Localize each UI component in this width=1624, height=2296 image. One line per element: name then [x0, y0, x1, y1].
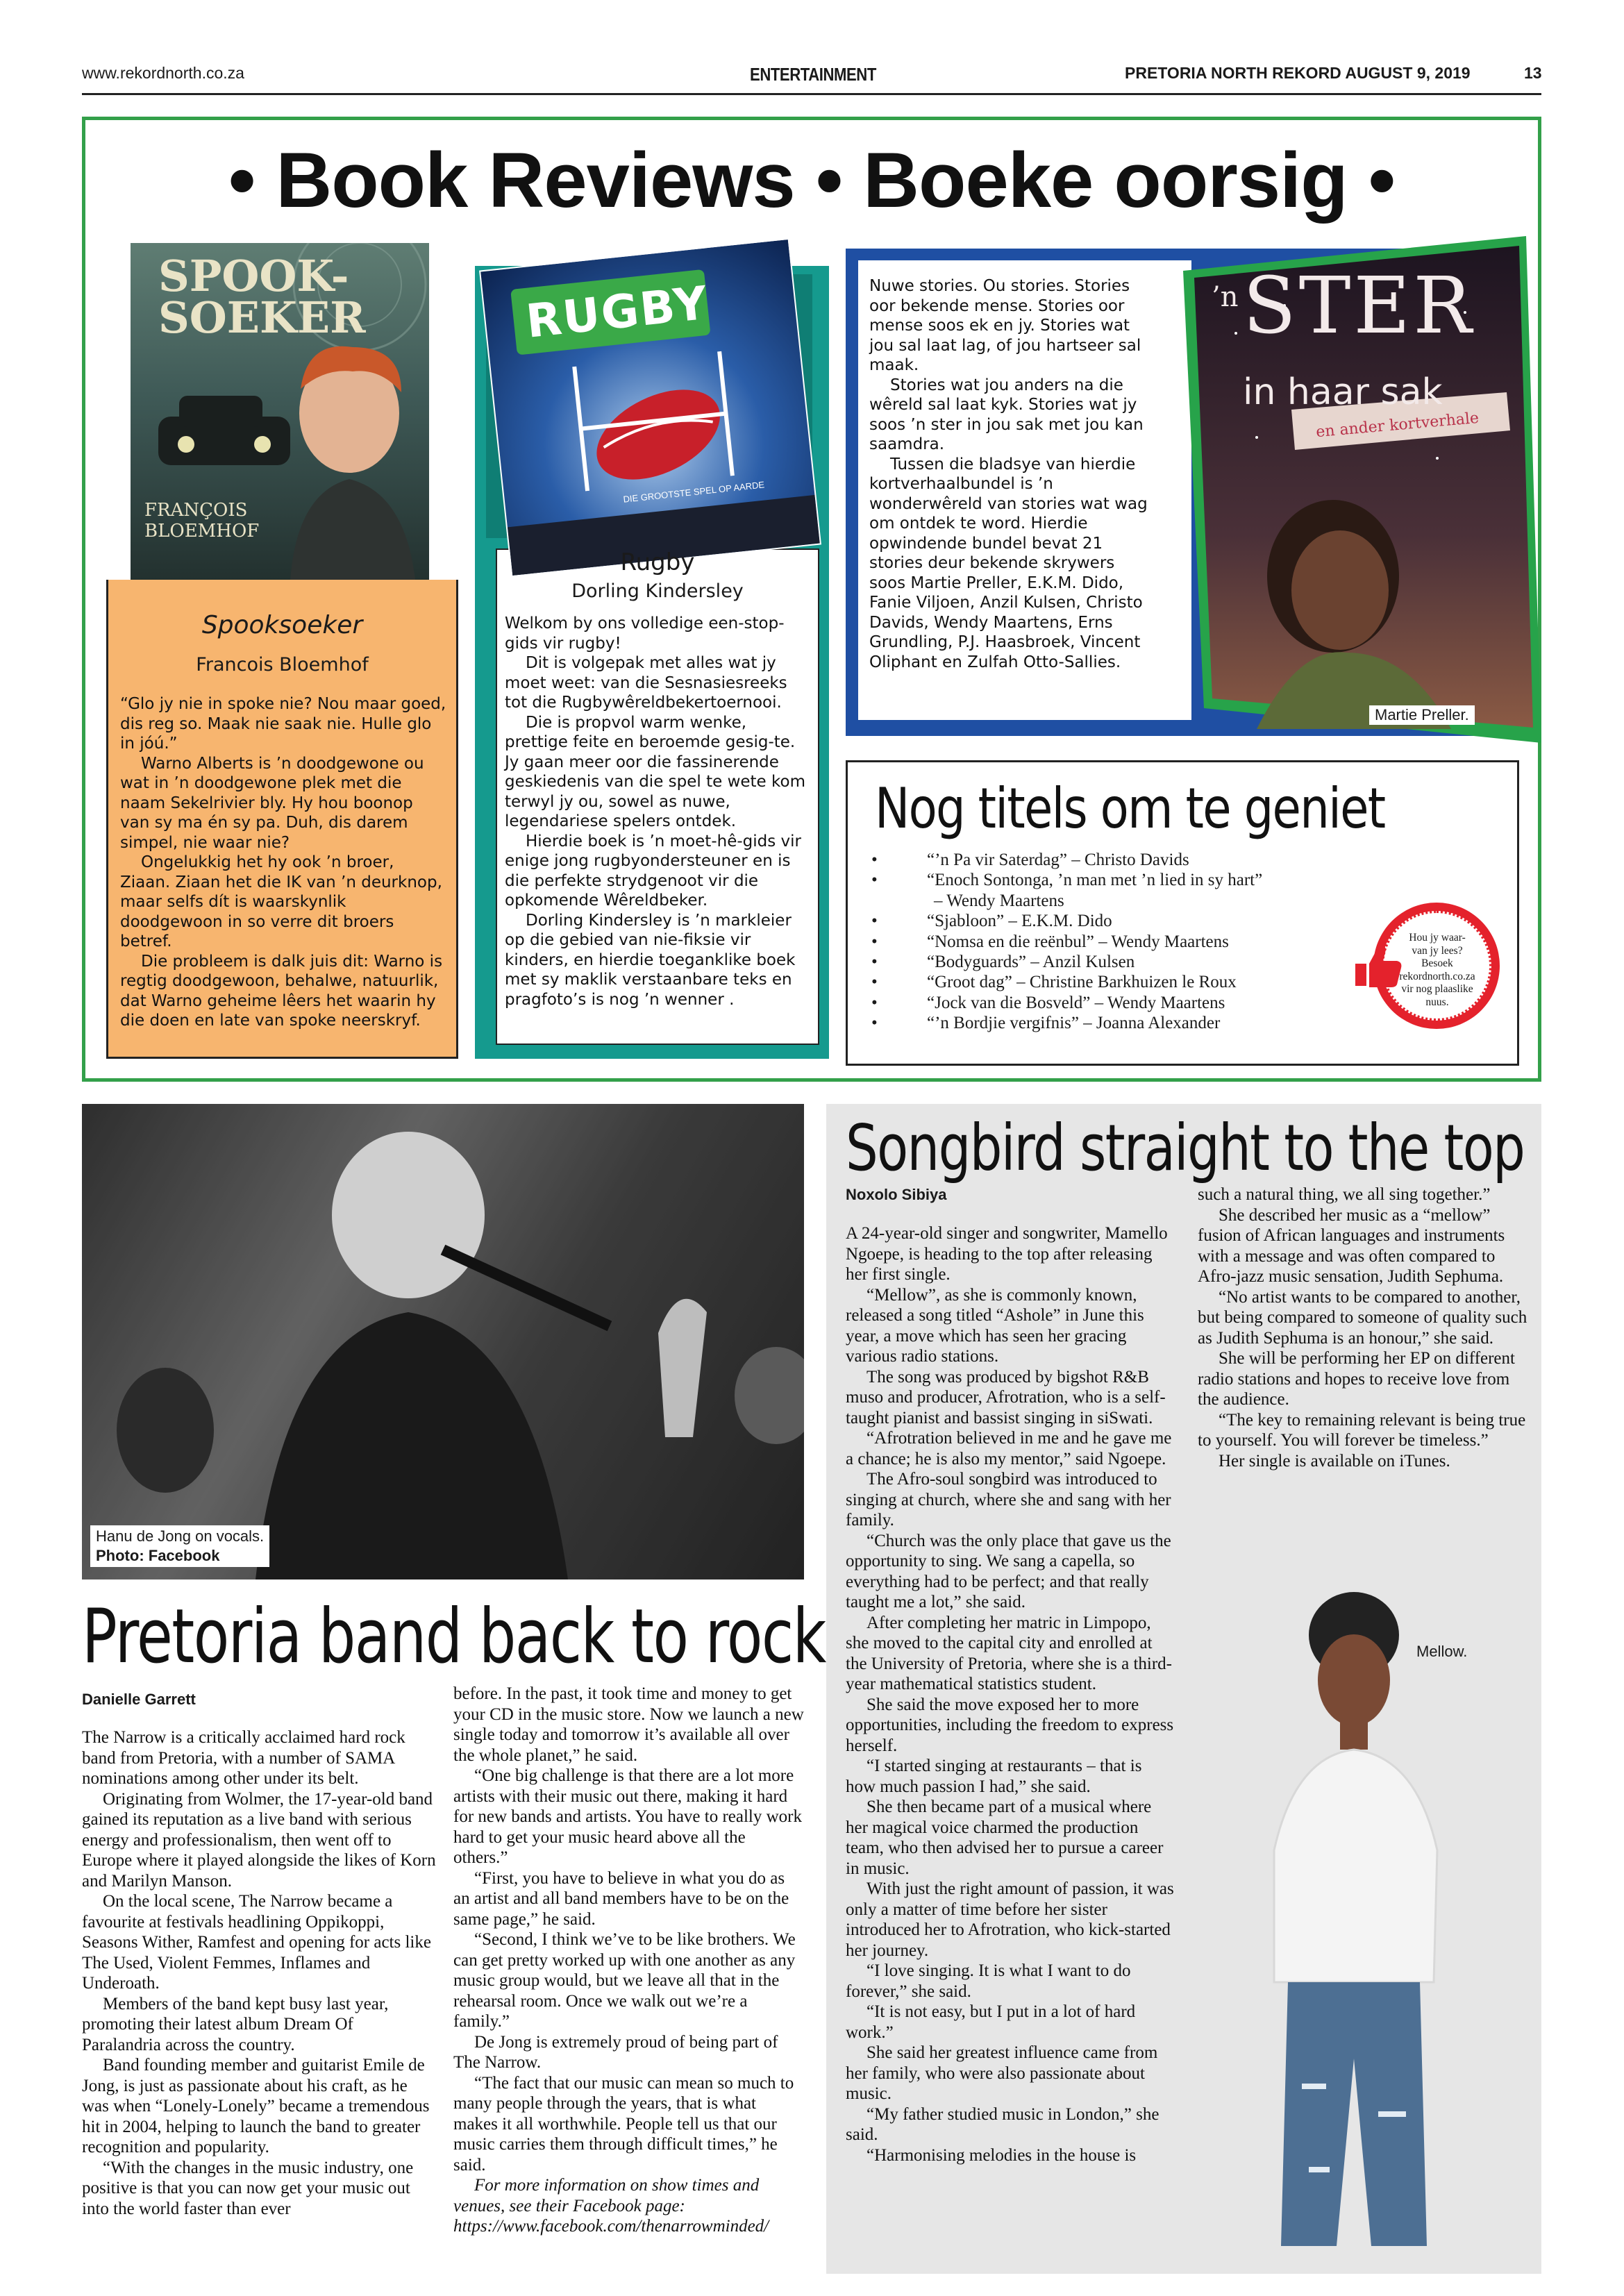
article-paragraph: The Afro-soul songbird was introduced to singing at church, where she and sang with her family. [846, 1470, 1171, 1530]
rugby-cover-title: RUGBY [524, 276, 711, 349]
article-paragraph: “It is not easy, but I put in a lot of hard work.” [846, 2002, 1136, 2042]
band-column-2 [453, 1684, 804, 2237]
list-item: • “Bodyguards” – Anzil Kulsen [871, 953, 1135, 972]
article-paragraph: “My father studied music in London,” she said. [846, 2104, 1160, 2144]
article-paragraph: She described her music as a “mellow” fusion of African languages and instruments with a message and was often compared to Afro-jazz music sensation, Judith Sephuma. [1198, 1205, 1505, 1286]
review-paragraph: Nuwe stories. Ou stories. Stories oor bekende mense. Stories oor mense soos ek en jy. Stories wat jou sal laat lag, of jou hartseer sal maak. [869, 277, 1141, 374]
review-paragraph: Die probleem is dalk juis dit: Warno is regtig doodgewoon, behalwe, natuurlik, dat Warno geheime lêers het waarin hy die doen en late van spoke neerskryf. [120, 952, 443, 1030]
review-paragraph: Dorling Kindersley is ’n markleier op die gebied van nie-fiksie vir kinders, en hierdie toeganklike boek met sy maklik verstaanbare teks en pragfoto’s is nog ’n wenner . [505, 911, 796, 1009]
article-paragraph: “No artist wants to be compared to another, but being compared to someone of quality such as Judith Sephuma is an honour,” she said. [1198, 1287, 1527, 1348]
list-item: • “Jock van die Bosveld” – Wendy Maartens [871, 993, 1225, 1012]
article-paragraph: “Second, I think we’ve to be like brothers. We can get pretty worked up with one another as any music group would, but we leave all that in the rehearsal room. Once we walk out we’re a family.” [453, 1930, 796, 2031]
promo-badge-text: Hou jy waar- van jy lees? Besoek rekordnorth.co.za vir nog plaaslike nuus. [1399, 932, 1475, 1008]
list-item: • “’n Bordjie vergifnis” – Joanna Alexander [871, 1014, 1221, 1033]
article-paragraph: “I love singing. It is what I want to do forever,” she said. [846, 1961, 1131, 2001]
article-paragraph: Originating from Wolmer, the 17-year-old band gained its reputation as a live band with serious energy and professionalism, then went off to Europe where it played alongside the likes of Korn and Marilyn Manson. [82, 1789, 436, 1891]
list-item: • “Groot dag” – Christine Barkhuizen le Roux [871, 973, 1237, 992]
ster-cover-title: STER [1243, 261, 1475, 351]
songbird-byline: Noxolo Sibiya [846, 1186, 947, 1203]
songbird-headline: Songbird straight to the top [846, 1111, 1525, 1185]
article-paragraph: “One big challenge is that there are a lot more artists with their music out there, making it hard for new bands and artists. You have to really work hard to get your music heard above all the others.” [453, 1766, 802, 1867]
article-paragraph: Band founding member and guitarist Emile de Jong, is just as passionate about his craft, as he was when “Lonely-Lonely” became a tremendous hit in 2004, helping to launch the band to greater recognition and popularity. [82, 2056, 430, 2156]
spooksoeker-cover-title: SPOOK-SOEKER [158, 251, 366, 343]
article-paragraph: “First, you have to believe in what you do as an artist and all band members have to be on the same page,” he said. [453, 1868, 789, 1929]
review-paragraph: Warno Alberts is ’n doodgewone ou wat in ’n doodgewone plek met die naam Sekelrivier bly. Hy hou boonop van sy ma én sy pa. Duh, dis darem simpel, nie waar nie? [120, 754, 424, 852]
songbird-photo [1198, 1559, 1524, 2260]
review-paragraph: Hierdie boek is ’n moet-hê-gids vir enige jong rugbyondersteuner en is die perfekte strydgenoot vir die opkomende Wêreldbeker. [505, 832, 801, 910]
article-paragraph: On the local scene, The Narrow became a favourite at festivals headlining Oppikoppi, Seasons Wither, Ramfest and opening for acts like The Used, Violent Femmes, Inflames and Underoath. [82, 1892, 431, 1993]
review-paragraph: Welkom by ons volledige een-stop-gids vir rugby! [505, 614, 785, 653]
band-headline: Pretoria band back to rock [82, 1593, 826, 1680]
ster-cover-ribbon: en ander kortverhale [1315, 409, 1480, 442]
list-item: – Wendy Maartens [934, 891, 1064, 910]
list-item: • “Sjabloon” – E.K.M. Dido [871, 912, 1112, 931]
more-titles-list [871, 850, 1371, 1034]
thumbs-up-icon [1348, 936, 1404, 991]
article-paragraph: She then became part of a musical where her magical voice charmed the production team, who then advised her to pursue a career in music. [846, 1798, 1164, 1878]
article-paragraph: “Church was the only place that gave us the opportunity to sing. We sang a capella, so everything had to be perfect; and that really taught me a lot,” she said. [846, 1531, 1171, 1611]
rugby-title: Rugby [620, 548, 695, 576]
article-paragraph: After completing her matric in Limpopo, she moved to the capital city and enrolled at the University of Pretoria, where she is a third-year mathematical statistics student. [846, 1613, 1173, 1693]
songbird-column-2 [1198, 1184, 1527, 1471]
article-paragraph: such a natural thing, we all sing together.” [1198, 1185, 1491, 1204]
book-reviews-banner: • Book Reviews • Boeke oorsig • [228, 137, 1395, 224]
page-number: 13 [1524, 64, 1542, 82]
article-paragraph: “Mellow”, as she is commonly known, released a song titled “Ashole” in June this year, a move which has seen her gracing various radio stations. [846, 1285, 1144, 1366]
spooksoeker-title: Spooksoeker [201, 611, 363, 639]
article-paragraph: She said the move exposed her to more opportunities, including the freedom to express herself. [846, 1695, 1174, 1755]
band-photo [82, 1104, 804, 1579]
more-titles-heading: Nog titels om te geniet [875, 776, 1385, 841]
article-paragraph: The Narrow is a critically acclaimed hard rock band from Pretoria, with a number of SAMA nominations among other under its belt. [82, 1728, 405, 1788]
review-paragraph: Dit is volgepak met alles wat jy moet weet: van die Sesnasiesreeks tot die Rugbywêreldbekertoernooi. [505, 654, 787, 712]
header-rule [82, 93, 1541, 95]
spooksoeker-review [120, 694, 446, 1031]
facebook-link[interactable]: For more information on show times and venues, see their Facebook page: https://www.facebook.com/thenarrowminded/ [453, 2176, 769, 2236]
rugby-author: Dorling Kindersley [571, 580, 744, 602]
list-item: • “’n Pa vir Saterdag” – Christo Davids [871, 850, 1189, 869]
review-paragraph: Stories wat jou anders na die wêreld sal laat kyk. Stories wat jy soos ’n ster in jou sak met jou kan saamdra. [869, 376, 1144, 453]
article-paragraph: “Harmonising melodies in the house is [867, 2145, 1137, 2165]
article-paragraph: She will be performing her EP on different radio stations and hopes to receive love from the audience. [1198, 1349, 1515, 1409]
article-paragraph: She said her greatest influence came from her family, who were also passionate about music. [846, 2043, 1158, 2103]
ster-photo-caption: Martie Preller. [1369, 705, 1475, 725]
ster-cover-subtitle: in haar sak [1243, 371, 1443, 413]
spooksoeker-author: Francois Bloemhof [196, 654, 369, 676]
website-url[interactable]: www.rekordnorth.co.za [82, 64, 244, 82]
ster-cover-title-small: ’n [1212, 281, 1239, 313]
article-paragraph: With just the right amount of passion, it was only a matter of time before her sister introduced her to Afrotration, who kick-started her journey. [846, 1879, 1174, 1960]
ster-review [869, 276, 1154, 672]
review-paragraph: Tussen die bladsye van hierdie kortverhaalbundel is ’n wonderwêreld van stories wat wag om ontdek te word. Hierdie opwindende bundel bevat 21 stories deur bekende skrywers soos Martie Preller, E.K.M. Dido, Fanie Viljoen, Anzil Kulsen, Christo Davids, Wendy Maartens, Erns Grundling, P.J. Haasbroek, Vincent Oliphant en Zulfah Otto-Sallies. [869, 455, 1148, 671]
section-label: ENTERTAINMENT [750, 64, 876, 85]
songbird-column-1 [846, 1223, 1175, 2165]
review-paragraph: Die is propvol warm wenke, prettige feite en beroemde gesig-te. Jy gaan meer oor die fassinerende geskiedenis van die spel te wete kom terwyl jy ou, sowel as nuwe, legendariese spelers ontdek. [505, 713, 805, 830]
article-paragraph: De Jong is extremely proud of being part of The Narrow. [453, 2032, 778, 2072]
rugby-cover-image [479, 238, 821, 578]
article-paragraph: A 24-year-old singer and songwriter, Mamello Ngoepe, is heading to the top after releasing her first single. [846, 1224, 1168, 1284]
band-byline: Danielle Garrett [82, 1691, 196, 1708]
list-item: • “Nomsa en die reënbul” – Wendy Maartens [871, 932, 1229, 951]
band-column-1 [82, 1727, 436, 2219]
rugby-cover-strip: DIE GROOTSTE SPEL OP AARDE [622, 479, 765, 505]
band-photo-caption: Hanu de Jong on vocals. Photo: Facebook [90, 1525, 269, 1567]
article-paragraph: “Afrotration believed in me and he gave me a chance; he is also my mentor,” said Ngoepe. [846, 1429, 1172, 1468]
rugby-review [505, 614, 812, 1009]
article-paragraph: “The key to remaining relevant is being true to yourself. You will forever be timeless.” [1198, 1410, 1526, 1450]
article-paragraph: “I started singing at restaurants – that is how much passion I had,” she said. [846, 1757, 1142, 1796]
article-paragraph: “With the changes in the music industry, one positive is that you can now get your music out into the world faster than ever [82, 2158, 414, 2218]
article-paragraph: Members of the band kept busy last year, promoting their latest album Dream Of Paralandria across the country. [82, 1994, 389, 2054]
songbird-photo-caption: Mellow. [1416, 1643, 1468, 1660]
article-paragraph: “The fact that our music can mean so much to many people through the years, that is what makes it all worthwhile. People tell us that our music carries them through difficult times,” he said. [453, 2073, 794, 2175]
list-item: • “Enoch Sontonga, ’n man met ’n lied in sy hart” [871, 871, 1263, 890]
spooksoeker-cover-author: FRANÇOIS BLOEMHOF [144, 500, 260, 542]
review-paragraph: Ongelukkig het hy ook ’n broer, Ziaan. Ziaan het die IK van ’n deurknop, maar selfs dít is waarskynlik doodgewoon in so verre dit broers betref. [120, 853, 442, 950]
publication-dateline: PRETORIA NORTH REKORD AUGUST 9, 2019 [1125, 64, 1471, 82]
review-paragraph: “Glo jy nie in spoke nie? Nou maar goed, dis reg so. Maak nie saak nie. Hulle glo in jóú.” [120, 695, 446, 753]
article-paragraph: before. In the past, it took time and money to get your CD in the music store. Now we launch a new single today and tomorrow it’s available all over the whole planet,” he said. [453, 1684, 804, 1765]
article-paragraph: Her single is available on iTunes. [1219, 1451, 1450, 1470]
spooksoeker-cover-image [131, 243, 429, 580]
article-paragraph: The song was produced by bigshot R&B muso and producer, Afrotration, who is a self-taught pianist and bassist singing in siSwati. [846, 1367, 1166, 1427]
